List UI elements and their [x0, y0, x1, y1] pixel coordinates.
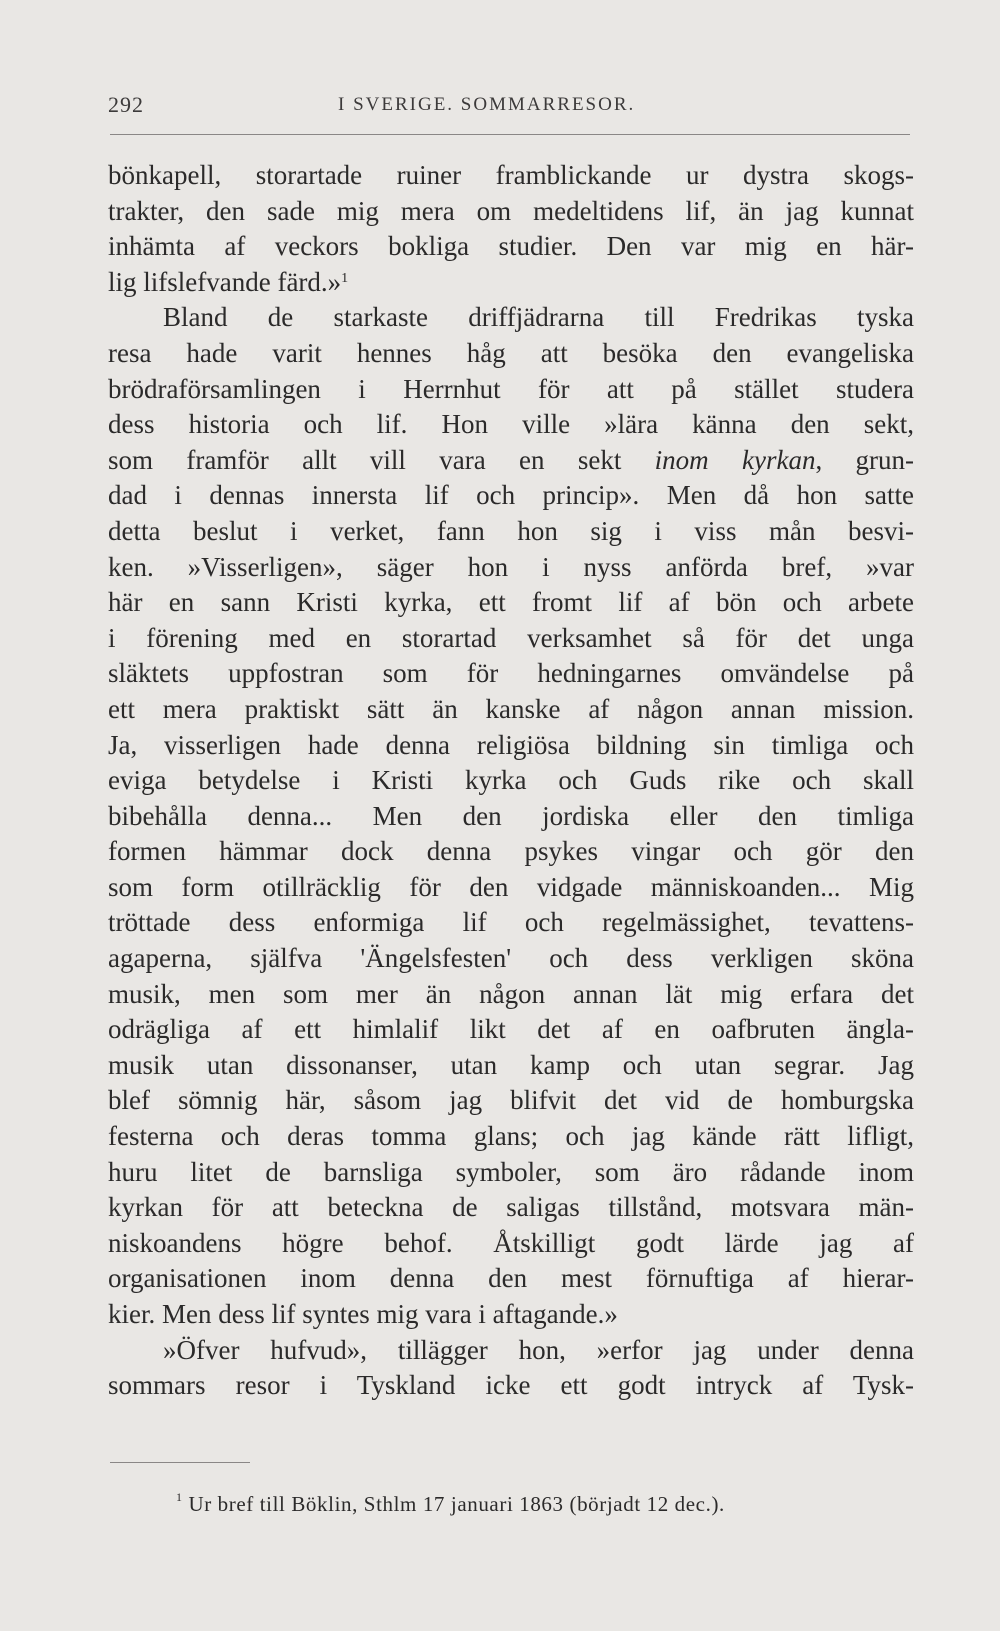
text-line — [108, 728, 914, 764]
line-text: som form otillräcklig för den vidgade människoanden... Mig — [108, 871, 914, 902]
text-line — [108, 621, 914, 657]
text-line — [108, 870, 914, 906]
text-line — [108, 194, 914, 230]
text-line — [108, 977, 914, 1013]
line-text: agaperna, själfva 'Ängelsfesten' och dess verkligen sköna — [108, 943, 914, 974]
line-text: brödraförsamlingen i Herrnhut för att på stället studera — [108, 373, 914, 404]
line-text: bibehålla denna... Men den jordiska eller den timliga — [108, 800, 914, 831]
line-text: i förening med en storartad verksamhet så för det unga — [108, 622, 914, 653]
text-line — [108, 550, 914, 586]
text-line — [108, 1261, 914, 1297]
line-text: bönkapell, storartade ruiner framblickande ur dystra skogs- — [108, 160, 914, 190]
text-line — [108, 229, 914, 265]
text-line — [108, 1012, 914, 1048]
footnote-rule — [110, 1462, 250, 1463]
line-text: Ja, visserligen hade denna religiösa bildning sin timliga och — [108, 729, 914, 760]
line-text: festerna och deras tomma glans; och jag kände rätt lifligt, — [108, 1121, 914, 1152]
text-line — [108, 656, 914, 692]
text-line — [108, 443, 914, 479]
footnote-reference: 1 — [341, 270, 349, 286]
text-line — [108, 799, 914, 835]
header-rule — [110, 134, 910, 135]
text-line — [108, 1119, 914, 1155]
line-text: tröttade dess enformiga lif och regelmässighet, tevattens- — [108, 907, 914, 938]
text-line — [108, 336, 914, 372]
text-line — [108, 514, 914, 550]
text-line — [108, 763, 914, 799]
text-line — [108, 265, 914, 301]
text-line — [108, 1155, 914, 1191]
text-line — [108, 585, 914, 621]
text-segment: som framför allt vill vara en sekt — [108, 444, 655, 475]
line-text: inhämta af veckors bokliga studier. Den var mig en här- — [108, 231, 914, 262]
line-text: niskoandens högre behof. Åtskilligt godt lärde jag af — [108, 1227, 914, 1258]
line-text: Bland de starkaste driffjädrarna till Fredrikas tyska — [163, 302, 914, 333]
footnote-text: Ur bref till Böklin, Sthlm 17 januari 1863 (börjadt 12 dec.). — [188, 1492, 725, 1516]
text-line — [108, 158, 914, 194]
line-text: släktets uppfostran som för hedningarnes omvändelse på — [108, 658, 914, 689]
text-line — [108, 1297, 914, 1333]
line-text: dess historia och lif. Hon ville »lära känna den sekt, — [108, 409, 914, 440]
line-text: kyrkan för att beteckna de saligas tillstånd, motsvara män- — [108, 1192, 914, 1223]
body-text — [108, 158, 914, 1404]
text-line — [108, 1368, 914, 1404]
line-text: ken. »Visserligen», säger hon i nyss anförda bref, »var — [108, 551, 914, 582]
line-text: här en sann Kristi kyrka, ett fromt lif af bön och arbete — [108, 587, 914, 618]
text-line — [108, 1333, 914, 1369]
text-line — [108, 905, 914, 941]
line-text: sommars resor i Tyskland icke ett godt intryck af Tysk- — [108, 1370, 914, 1401]
line-text: »Öfver hufvud», tillägger hon, »erfor jag under denna — [163, 1334, 914, 1365]
text-line — [108, 941, 914, 977]
line-text: dad i dennas innersta lif och princip». Men då hon satte — [108, 480, 914, 511]
page-number: 292 — [108, 92, 144, 117]
line-text: huru litet de barnsliga symboler, som äro rådande inom — [108, 1156, 914, 1187]
line-text: resa hade varit hennes håg att besöka den evangeliska — [108, 337, 914, 368]
line-text: lig lifslefvande färd.» — [108, 266, 342, 297]
line-text: organisationen inom denna den mest förnuftiga af hierar- — [108, 1263, 914, 1294]
text-line — [108, 692, 914, 728]
italic-phrase: inom kyrkan — [654, 444, 816, 475]
text-line — [108, 834, 914, 870]
footnote — [176, 1492, 896, 1517]
running-title: I SVERIGE. SOMMARRESOR. — [338, 94, 636, 115]
line-text: eviga betydelse i Kristi kyrka och Guds rike och skall — [108, 765, 914, 796]
line-text: trakter, den sade mig mera om medeltidens lif, än jag kunnat — [108, 195, 914, 226]
text-line — [108, 478, 914, 514]
line-text: ett mera praktiskt sätt än kanske af någon annan mission. — [108, 693, 914, 724]
text-line — [108, 1083, 914, 1119]
text-line — [108, 300, 914, 336]
line-text: detta beslut i verket, fann hon sig i viss mån besvi- — [108, 515, 914, 546]
text-line — [108, 1048, 914, 1084]
page-header — [108, 92, 908, 122]
text-segment: , grun- — [815, 444, 915, 475]
line-text: musik utan dissonanser, utan kamp och utan segrar. Jag — [108, 1049, 914, 1080]
line-text: kier. Men dess lif syntes mig vara i aftagande.» — [108, 1299, 618, 1329]
text-line — [108, 372, 914, 408]
line-text: musik, men som mer än någon annan lät mig erfara det — [108, 978, 914, 1009]
text-line — [108, 1226, 914, 1262]
line-text: blef sömnig här, såsom jag blifvit det vid de homburgska — [108, 1085, 914, 1116]
footnote-marker: 1 — [176, 1490, 183, 1504]
text-line — [108, 1190, 914, 1226]
line-text: odrägliga af ett himlalif likt det af en oafbruten ängla- — [108, 1014, 914, 1045]
text-line — [108, 407, 914, 443]
line-text: formen hämmar dock denna psykes vingar och gör den — [108, 836, 914, 867]
